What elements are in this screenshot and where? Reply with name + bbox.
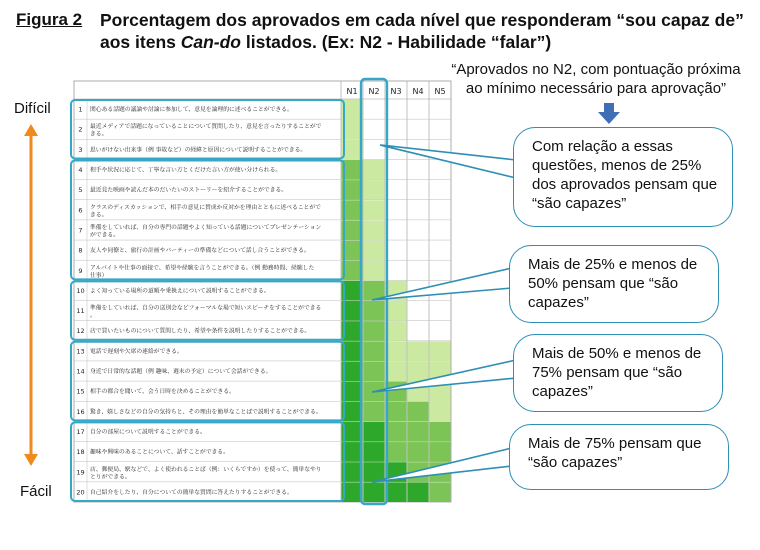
cell-n3-item-11 — [386, 301, 407, 321]
item-text: 趣味や興味のあることについて、話すことができる。 — [90, 449, 229, 456]
callout-over-75: Mais de 75% pensam que “são capazes” — [509, 424, 729, 490]
item-text: 店で買いたいものについて質問したり、希望や条件を説明したりすることができる。 — [90, 328, 311, 335]
cell-n2-item-9 — [364, 261, 385, 281]
callout-under-25: Com relação a essas questões, menos de 25% dos aprovados pensam que “são capazes” — [513, 127, 733, 227]
item-text-line: 店、郵便局、駅などで、よく使われることば（例：いくらですか）を使って、簡単なやり — [90, 466, 322, 473]
cell-n2-item-17 — [364, 422, 385, 442]
item-number: 13 — [76, 347, 85, 356]
item-number: 19 — [76, 468, 85, 477]
cell-n2-item-19 — [364, 462, 385, 482]
item-text: 自分の部屋について説明することができる。 — [90, 429, 206, 436]
note-arrow-shaft — [604, 103, 614, 113]
column-header-n4: N4 — [412, 87, 424, 96]
item-text-line: きる。 — [90, 131, 108, 138]
cell-n2-item-6 — [364, 200, 385, 220]
cell-n4-item-18 — [408, 442, 429, 462]
item-text: 驚き、嬉しさなどの自分の気持ちと、その理由を簡単なことばで説明することができる。 — [90, 409, 322, 416]
item-text-line: 準備をしていれば、自分の専門の話題やよく知っている話題についてプレゼンテーション — [90, 224, 322, 231]
item-number: 3 — [78, 145, 83, 154]
item-text: 関心ある話題の議論や討論に参加して、意見を論理的に述べることができる。 — [90, 107, 293, 114]
column-header-n5: N5 — [434, 87, 446, 96]
cell-n2-item-18 — [364, 442, 385, 462]
difficulty-arrow-up — [24, 124, 38, 136]
cell-n2-item-20 — [364, 482, 385, 502]
item-text-line: とりができる。 — [90, 474, 131, 481]
column-header-n3: N3 — [390, 87, 402, 96]
cell-n5-item-20 — [430, 482, 451, 502]
difficulty-arrow-down — [24, 454, 38, 466]
item-text: 相手の都合を聞いて、会う日時を決めることができる。 — [90, 389, 235, 396]
item-number: 5 — [78, 186, 83, 195]
callout-25-50: Mais de 25% e menos de 50% pensam que “são capazes” — [509, 245, 719, 323]
item-number: 12 — [76, 327, 85, 336]
item-number: 18 — [76, 448, 85, 457]
item-text: 身近で日常的な話題（例 趣味、週末の予定）について会話ができる。 — [90, 369, 272, 376]
cell-n3-item-17 — [386, 422, 407, 442]
cell-n2-item-8 — [364, 241, 385, 261]
n2-note-line-1: “Aprovados no N2, com pontuação próxima — [451, 61, 741, 78]
cell-n5-item-16 — [430, 402, 451, 422]
cell-n4-item-20 — [408, 482, 429, 502]
cell-n4-item-16 — [408, 402, 429, 422]
difficult-label: Difícil — [14, 100, 51, 117]
figure-label: Figura 2 — [16, 10, 83, 29]
callout-50-75: Mais de 50% e menos de 75% pensam que “são capazes” — [513, 334, 723, 412]
item-number: 14 — [76, 367, 85, 376]
item-number: 8 — [78, 246, 83, 255]
item-text-line: ができる。 — [90, 232, 119, 239]
cell-n5-item-17 — [430, 422, 451, 442]
item-text-line: 。 — [90, 313, 96, 320]
item-text: 電話で遅刻や欠席の連絡ができる。 — [90, 348, 183, 355]
column-header-n2: N2 — [368, 87, 380, 96]
item-number: 6 — [78, 206, 83, 215]
figure-title-italic: Can-do — [180, 32, 242, 52]
item-text: 自己紹介をしたり、自分についての簡単な質問に答えたりすることができる。 — [90, 489, 293, 496]
cell-n2-item-11 — [364, 301, 385, 321]
item-text-line: 準備をしていれば、自分の送別会などフォーマルな場で短いスピーチをすることができる — [90, 305, 322, 312]
item-number: 16 — [76, 407, 85, 416]
item-text: 友人や同僚と、旅行の計画やパーティーの準備などについて話し合うことができる。 — [90, 248, 310, 255]
item-text-line: 最近メディアで話題になっていることについて質問したり、意見を言ったりすることがで — [90, 124, 322, 131]
cell-n3-item-16 — [386, 402, 407, 422]
cell-n2-item-5 — [364, 180, 385, 200]
column-header-n1: N1 — [346, 87, 358, 96]
cell-n3-item-14 — [386, 361, 407, 381]
note-arrow-head — [598, 112, 620, 124]
easy-label: Fácil — [20, 483, 52, 500]
figure-title-pre: Porcentagem dos aprovados em cada nível que responderam “sou capaz de” aos itens — [100, 10, 744, 52]
item-text-line: アルバイトや仕事の面接で、希望や経験を言うことができる。（例 勤務時間、経験した — [90, 265, 315, 272]
item-number: 2 — [78, 125, 83, 134]
item-number: 7 — [78, 226, 83, 235]
figure-title-post: listados. (Ex: N2 - Habilidade “falar”) — [241, 32, 552, 52]
item-text: 相手や状況に応じて、丁寧な言い方とくだけた言い方が使い分けられる。 — [90, 167, 282, 174]
cell-n2-item-12 — [364, 321, 385, 341]
cell-n4-item-17 — [408, 422, 429, 442]
item-number: 10 — [76, 286, 85, 295]
cell-n3-item-20 — [386, 482, 407, 502]
cell-n4-item-14 — [408, 361, 429, 381]
item-text-line: きる。 — [90, 212, 108, 219]
item-number: 17 — [76, 427, 85, 436]
cell-n3-item-18 — [386, 442, 407, 462]
item-number: 20 — [76, 488, 85, 497]
item-number: 15 — [76, 387, 85, 396]
item-number: 4 — [78, 166, 83, 175]
item-text: 思いがけない出来事（例 事故など）の経緯と原因について説明することができる。 — [90, 147, 307, 154]
item-number: 11 — [76, 307, 85, 316]
item-number: 1 — [78, 105, 83, 114]
item-text: 最近見た映画や読んだ本のだいたいのストーリーを紹介することができる。 — [90, 187, 288, 194]
item-text-line: クラスのディスカッションで、相手の意見に賛成か反対かを理由とともに述べることがで — [90, 204, 321, 211]
item-text-line: 仕事） — [90, 272, 108, 279]
n2-note-line-2: ao mínimo necessário para aprovação” — [465, 80, 727, 97]
cell-n2-item-16 — [364, 402, 385, 422]
cell-n4-item-13 — [408, 341, 429, 361]
cell-n5-item-18 — [430, 442, 451, 462]
cell-n3-item-12 — [386, 321, 407, 341]
item-text: よく知っている場所の道順や乗換えについて説明することができる。 — [90, 288, 270, 295]
cell-n2-item-14 — [364, 361, 385, 381]
cell-n2-item-4 — [364, 160, 385, 180]
cell-n5-item-13 — [430, 341, 451, 361]
cell-n2-item-7 — [364, 220, 385, 240]
cell-n2-item-13 — [364, 341, 385, 361]
item-number: 9 — [78, 266, 83, 275]
cell-n3-item-13 — [386, 341, 407, 361]
